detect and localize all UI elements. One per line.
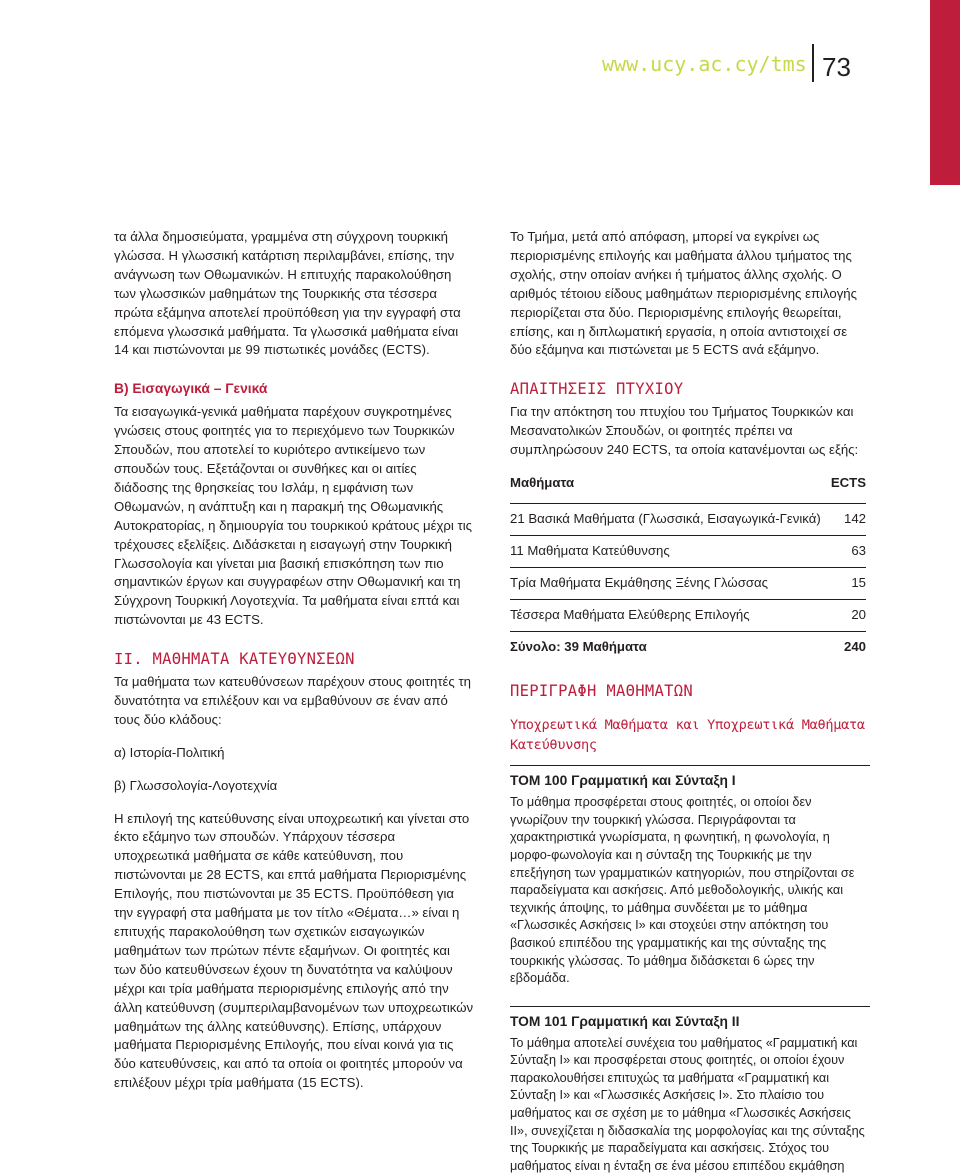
row-value: 142: [830, 503, 866, 535]
degree-requirements-paragraph: Για την απόκτηση του πτυχίου του Τμήματος Τουρκικών και Μεσανατολικών Σπουδών, οι φοιτητές πρέπει να συμπληρώσουν 240 ECTS, τα οποία κατανέμονται ως εξής:: [510, 404, 859, 458]
course-title-tom101: ΤΟΜ 101 Γραμματική και Σύνταξη ΙΙ: [510, 1006, 870, 1032]
total-label: Σύνολο: 39 Μαθήματα: [510, 638, 647, 654]
row-label: 21 Βασικά Μαθήματα (Γλωσσικά, Εισαγωγικά-Γενικά): [510, 503, 830, 535]
header-separator: [812, 44, 814, 82]
ects-table: [510, 470, 866, 662]
row-value: 63: [830, 535, 866, 567]
row-label: Τρία Μαθήματα Εκμάθησης Ξένης Γλώσσας: [510, 567, 830, 599]
table-row: [510, 567, 866, 599]
course-description-heading: ΠΕΡΙΓΡΑΦΗ ΜΑΘΗΜΑΤΩΝ: [510, 682, 694, 701]
direction-intro-paragraph: Τα μαθήματα των κατευθύνσεων παρέχουν στους φοιτητές τη δυνατότητα να επιλέξουν και να εμβαθύνουν σε έναν από τους δύο κλάδους:: [114, 674, 471, 727]
right-column: [510, 228, 870, 1175]
column-header-ects: ECTS: [830, 470, 866, 503]
table-row: [510, 503, 866, 535]
accent-bar: [930, 0, 960, 185]
row-label: 11 Μαθήματα Κατεύθυνσης: [510, 535, 830, 567]
table-header-row: [510, 470, 866, 503]
branch-history-politics: α) Ιστορία-Πολιτική: [114, 744, 225, 760]
course-desc-tom100: Το μάθημα προσφέρεται στους φοιτητές, οι οποίοι δεν γνωρίζουν την τουρκική γλώσσα. Περιγράφονται τα χαρακτηριστικά γνωρίσματα, η φωνητική, η φωνολογία, η μορφο-φωνολογία και η σύνταξη της Τουρκικής με την επεξήγηση των γραμματικών κατηγοριών, που στηρίζονται σε παραδείγματα και ασκήσεις. Από μεθοδολογικής, υλικής και τεχνικής άποψης, το μάθημα συνδέεται με το μάθημα «Γλωσσικές Ασκήσεις Ι» και στοχεύει στην απόκτηση του βασικού επιπέδου της γραμματικής και της σύνταξης της τουρκικής γλώσσας. Το μάθημα διδάσκεται 6 ώρες την εβδομάδα.: [510, 795, 855, 986]
column-header-courses: Μαθήματα: [510, 470, 830, 503]
mandatory-courses-subheading: Υποχρεωτικά Μαθήματα και Υποχρεωτικά Μαθήματα Κατεύθυνσης: [510, 717, 865, 754]
table-total-row: [510, 631, 866, 662]
direction-courses-heading: II. ΜΑΘΗΜΑΤΑ ΚΑΤΕΥΘΥΝΣΕΩΝ: [114, 650, 355, 669]
course-desc-tom101: Το μάθημα αποτελεί συνέχεια του μαθήματος «Γραμματική και Σύνταξη Ι» και προσφέρεται στους φοιτητές, οι οποίοι έχουν παρακολουθήσει επιτυχώς τα μαθήματα «Γραμματική και Σύνταξη Ι» και «Γλωσσικές Ασκήσεις Ι». Στο πλαίσιο του μαθήματος και σε σχέση με το μάθημα «Γλωσσικές Ασκήσεις ΙΙ», συνεχίζεται η διδασκαλία της μορφολογίας και της σύνταξης της Τουρκικής με παραδείγματα και ασκήσεις. Στόχος του μαθήματος είναι η ένταξη σε ένα μέσου επιπέδου εκμάθηση: [510, 1035, 865, 1173]
row-label: Τέσσερα Μαθήματα Ελεύθερης Επιλογής: [510, 599, 830, 631]
course-title-tom100: ΤΟΜ 100 Γραμματική και Σύνταξη Ι: [510, 765, 870, 791]
row-value: 15: [830, 567, 866, 599]
total-value: 240: [843, 638, 866, 654]
table-row: [510, 535, 866, 567]
left-column: [114, 228, 474, 1093]
intro-general-paragraph: Τα εισαγωγικά-γενικά μαθήματα παρέχουν συγκροτημένες γνώσεις στους φοιτητές για το περιεχόμενο των Τουρκικών Σπουδών, που αποτελεί το κυριότερο αντικείμενο των σπουδών τους. Εξετάζονται οι συνθήκες και οι αιτίες διάδοσης της θρησκείας του Ισλάμ, η εμφάνιση των Οθωμανών, η ανάπτυξη και η παρακμή της Οθωμανικής Αυτοκρατορίας, η δημιουργία του τουρκικού κράτους μέχρι τις τρέχουσες εξελίξεις. Διδάσκεται η εισαγωγή στην Τουρκική Γλωσσολογία και γίνεται μια βασική επισκόπηση των πιο σημαντικών έργων και συγγραφέων στην Οθωμανική και τη Σύγχρονη Τουρκική Λογοτεχνία. Τα μαθήματα είναι επτά και πιστώνονται με 43 ECTS.: [114, 404, 473, 628]
site-url[interactable]: www.ucy.ac.cy/tms: [602, 52, 807, 76]
language-courses-paragraph: τα άλλα δημοσιεύματα, γραμμένα στη σύγχρονη τουρκική γλώσσα. Η γλωσσική κατάρτιση περιλαμβάνει, επίσης, την ανάγνωση των Οθωμανικών. Η επιτυχής παρακολούθηση των γλωσσικών μαθημάτων της Τουρκικής στα τέσσερα πρώτα εξάμηνα αποτελεί προϋπόθεση για την εγγραφή στα επόμενα γλωσσικά μαθήματα. Τα γλωσσικά μαθήματα είναι 14 και πιστώνονται με 99 πιστωτικές μονάδες (ECTS).: [114, 229, 461, 358]
elective-paragraph: Το Τμήμα, μετά από απόφαση, μπορεί να εγκρίνει ως περιορισμένης επιλογής και μαθήματα άλλου τμήματος της σχολής, στην οποίαν ανήκει ή τμήματος άλλης σχολής. Ο αριθμός τέτοιου είδους μαθημάτων περιορισμένης επιλογής περιορίζεται στα δύο. Περιορισμένης επιλογής θεωρείται, επίσης, και η διπλωματική εργασία, η οποία αντιστοιχεί σε δύο εξάμηνα και πιστώνεται με 5 ECTS ανά εξάμηνο.: [510, 229, 857, 358]
intro-general-heading: Β) Εισαγωγικά – Γενικά: [114, 381, 268, 397]
table-row: [510, 599, 866, 631]
page-number: 73: [822, 52, 851, 82]
direction-rules-paragraph: Η επιλογή της κατεύθυνσης είναι υποχρεωτική και γίνεται στο έκτο εξάμηνο των σπουδών. Υπάρχουν τέσσερα υποχρεωτικά μαθήματα σε κάθε κατεύθυνση, που πιστώνονται με 28 ECTS, και επτά μαθήματα Περιορισμένης Επιλογής, που πιστώνονται με 35 ECTS. Προϋπόθεση για την εγγραφή στα μαθήματα με τον τίτλο «Θέματα…» είναι η επιτυχής παρακολούθηση των σχετικών εισαγωγικών μαθημάτων των πρώτων πέντε εξαμήνων. Οι φοιτητές και των δύο κατευθύνσεων έχουν τη δυνατότητα να καλύψουν μέχρι και τρία μαθήματα περιορισμένης επιλογής από την άλλη κατεύθυνση (συμπεριλαμβανομένων των υποχρεωτικών μαθημάτων της άλλης κατεύθυνσης). Επίσης, υπάρχουν μαθήματα Περιορισμένης Επιλογής, που είναι κοινά για τις δύο κατευθύνσεις, και από τα οποία οι φοιτητές μπορούν να επιλέξουν μέχρι τρία μαθήματα (15 ECTS).: [114, 810, 474, 1091]
row-value: 20: [830, 599, 866, 631]
branch-linguistics-literature: β) Γλωσσολογία-Λογοτεχνία: [114, 777, 278, 793]
degree-requirements-heading: ΑΠΑΙΤΗΣΕΙΣ ΠΤΥΧΙΟΥ: [510, 380, 684, 399]
